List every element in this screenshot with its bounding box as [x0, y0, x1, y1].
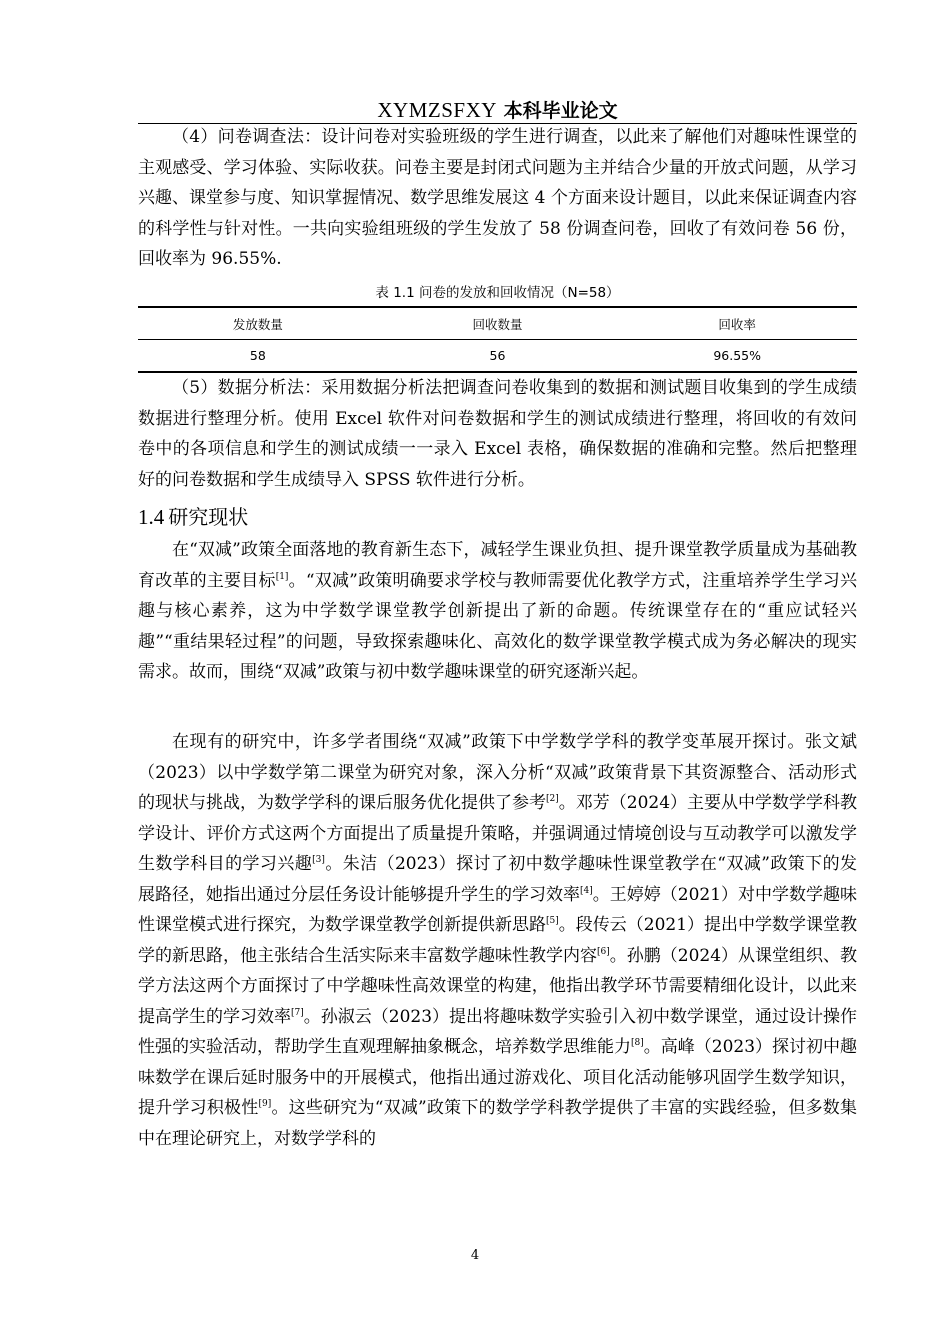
citation-ref: [6] — [597, 946, 610, 957]
table-header-row — [138, 307, 857, 340]
table-row — [138, 340, 857, 373]
header-thesis-label: 本科毕业论文 — [503, 100, 618, 122]
citation-ref: [2] — [546, 794, 559, 804]
paragraph-research-status-2 — [138, 727, 857, 1154]
text-run: 。王婷婷（2021）对中学数学趣味性课堂模式进行探究，为数学课堂教学创新提供新思路 — [138, 884, 858, 935]
citation-ref: [9] — [258, 1099, 272, 1109]
citation-ref: [7] — [291, 1007, 304, 1018]
header-school-code: XYMZSFXY — [377, 98, 497, 122]
table-header-cell: 回收数量 — [472, 316, 523, 332]
text-run: 。邓芳（2024）主要从中学数学学科教学设计、评价方式这两个方面提出了质量提升策略，并强调通过情境创设与互动教学可以激发学生数学科目的学习兴趣 — [138, 793, 858, 874]
text-run: 。这些研究为“双减”政策下的数学学科教学提供了丰富的实践经验，但多数集中在理论研究上，对数学学科的 — [138, 1098, 857, 1149]
text-run: 。孙鹏（2024）从课堂组织、教学方法这两个方面探讨了中学趣味性高效课堂的构建，他指出教学环节需要精细化设计，以此来提高学生的学习效率 — [138, 945, 858, 1027]
citation-ref: [3] — [312, 855, 325, 865]
text-run: 。孙淑云（2023）提出将趣味数学实验引入初中数学课堂，通过设计操作性强的实验活动，帮助学生直观理解抽象概念，培养数学思维能力 — [138, 1006, 858, 1057]
table-header-cell: 回收率 — [718, 316, 756, 332]
questionnaire-table — [138, 306, 857, 373]
text-run: 在“双减”政策全面落地的教育新生态下，减轻学生课业负担、提升课堂教学质量成为基础教育改革的主要目标 — [138, 540, 857, 591]
text-run: 在现有的研究中，许多学者围绕“双减”政策下中学数学学科的教学变革展开探讨。张文斌（2023）以中学数学第二课堂为研究对象，深入分析“双减”政策背景下其资源整合、活动形式的现状与挑战，为数学学科的课后服务优化提供了参考 — [138, 732, 857, 813]
page-number: 4 — [470, 1248, 480, 1263]
paragraph-data-analysis-method: （5）数据分析法：采用数据分析法把调查问卷收集到的数据和测试题目收集到的学生成绩数据进行整理分析。使用 Excel 软件对问卷数据和学生的测试成绩进行整理，将回收的有效问卷中的各项信息和学生的测试成绩一一录入 Excel 表格，确保数据的准确和完整。然后把整理好的问卷数据和学生成绩导入 SPSS 软件进行分析。 — [138, 378, 857, 490]
section-heading — [138, 502, 248, 532]
table-cell: 96.55% — [713, 348, 761, 363]
section-number: 1.4 — [138, 505, 165, 529]
text-run: 。高峰（2023）探讨初中趣味数学在课后延时服务中的开展模式，他指出通过游戏化、项目化活动能够巩固学生数学知识，提升学习积极性 — [138, 1037, 858, 1118]
table-cell: 58 — [249, 348, 266, 363]
text-run: 。朱洁（2023）探讨了初中数学趣味性课堂教学在“双减”政策下的发展路径，她指出通过分层任务设计能够提升学生的学习效率 — [138, 854, 857, 905]
page-header — [138, 96, 857, 124]
table-cell: 56 — [489, 348, 506, 363]
citation-ref: [5] — [546, 916, 559, 926]
text-run: 。段传云（2021）提出中学数学课堂教学的新思路，他主张结合生活实际来丰富数学趣味性教学内容 — [138, 915, 858, 966]
paragraph-questionnaire-method: （4）问卷调查法：设计问卷对实验班级的学生进行调查，以此来了解他们对趣味性课堂的主观感受、学习体验、实际收获。问卷主要是封闭式问题为主并结合少量的开放式问题，从学习兴趣、课堂参与度、知识掌握情况、数学思维发展这 4 个方面来设计题目，以此来保证调查内容的科学性与针对性。一共向实验组班级的学生发放了 58 份调查问卷，回收了有效问卷 56 份，回收率为 96.55%. — [138, 127, 857, 269]
table-caption: 表 1.1 问卷的发放和回收情况（N=58） — [375, 285, 620, 301]
citation-ref: [4] — [580, 885, 593, 896]
text-run: 。“双减”政策明确要求学校与教师需要优化教学方式，注重培养学生学习兴趣与核心素养，这为中学数学课堂教学创新提出了新的命题。传统课堂存在的“重应试轻兴趣”“重结果轻过程”的问题，导致探索趣味化、高效化的数学课堂教学模式成为务必解决的现实需求。故而，围绕“双减”政策与初中数学趣味课堂的研究逐渐兴起。 — [138, 570, 857, 682]
section-title: 研究现状 — [168, 505, 249, 529]
citation-ref: [1] — [275, 571, 289, 582]
citation-ref: [8] — [631, 1038, 644, 1048]
table-header-cell: 发放数量 — [232, 316, 283, 332]
paragraph-research-status-1 — [138, 535, 857, 688]
